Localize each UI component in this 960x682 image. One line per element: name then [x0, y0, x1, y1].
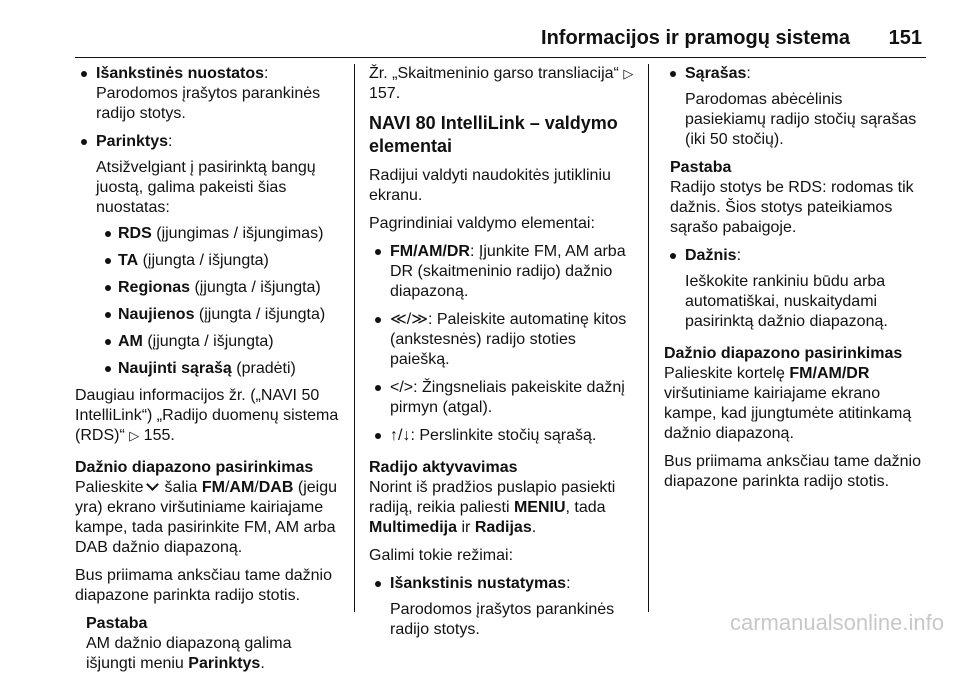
column-left — [75, 64, 345, 682]
option-rds: RDS (įjungimas / išjungimas) — [75, 224, 345, 244]
control-step: </>: Žingsneliais pakeiskite dažnį pirmyn (atgal). — [369, 378, 639, 418]
main-controls-title: Pagrindiniai valdymo elementai: — [369, 215, 595, 232]
xref-dab: Žr. „Skaitmeninio garso transliacija“ ▷ 157. — [369, 65, 634, 102]
control-scroll: ↑/↓: Perslinkite stočių sąrašą. — [369, 426, 639, 446]
section-heading-band-navi80: Dažnio diapazono pasirinkimas — [664, 345, 903, 362]
mode-list: Sąrašas: Parodomas abėcėlinis pasiekiamų radijo stočių sąrašas (iki 50 stočių). — [664, 64, 926, 150]
section-heading-activation: Radijo aktyvavimas — [369, 459, 518, 476]
band-tab-instructions: Palieskite kortelę FM/AM/DR viršutiniame kairiajame ekrano kampe, kad įjungtumėte atitinkamą dažnio diapazoną. — [664, 365, 912, 442]
control-band: FM/AM/DR: Įjunkite FM, AM arba DR (skaitmeninio radijo) dažnio diapazoną. — [369, 242, 639, 302]
section-heading-band: Dažnio diapazono pasirinkimas — [75, 459, 314, 476]
section-title-navi80: NAVI 80 IntelliLink – valdymo elementai — [369, 113, 618, 156]
band-instructions: Palieskite šalia FM/AM/DAB (jeigu yra) ekrano viršutiniame kairiajame kampe, tada pasirinkite FM, AM arba DAB dažnio diapazoną. — [75, 479, 338, 556]
column-divider-1 — [354, 64, 355, 612]
note-am: Pastaba AM dažnio diapazoną galima išjungti meniu Parinktys. — [86, 615, 292, 672]
note-rds: Pastaba Radijo stotys be RDS: rodomas tik dažnis. Šios stotys pateikiamos sąrašo pabaigoje. — [670, 159, 914, 236]
column-middle — [369, 64, 639, 648]
option-update-list: Naujinti sąrašą (pradėti) — [75, 359, 345, 379]
intro-text: Radijui valdyti naudokitės jutikliniu ekranu. — [369, 167, 611, 204]
list-item-presets: Išankstinės nuostatos: Parodomos įrašytos parankinės radijo stotys. — [75, 64, 345, 124]
band-result: Bus priimama anksčiau tame dažnio diapazone parinkta radijo stotis. — [75, 567, 333, 604]
page-ref-icon: ▷ — [129, 428, 140, 443]
option-region: Regionas (įjungta / išjungta) — [75, 278, 345, 298]
control-seek: ≪/≫: Paleiskite automatinę kitos (ankstesnės) radijo stoties paiešką. — [369, 310, 639, 370]
column-divider-2 — [648, 64, 649, 612]
header-divider — [75, 57, 926, 58]
band-tab-result: Bus priimama anksčiau tame dažnio diapazone parinkta radijo stotis. — [664, 453, 922, 490]
activation-text: Norint iš pradžios puslapio pasiekti radiją, reikia paliesti MENIU, tada Multimedija ir Radijas. — [369, 479, 616, 536]
column-right — [664, 64, 926, 500]
more-info-paragraph: Daugiau informacijos žr. („NAVI 50 IntelliLink“) „Radijo duomenų sistema (RDS)“ ▷ 155. — [75, 387, 339, 444]
option-ta: TA (įjungta / išjungta) — [75, 251, 345, 271]
mode-preset: Išankstinis nustatymas: Parodomos įrašytos parankinės radijo stotys. — [369, 574, 639, 640]
list-item-options: Parinktys: Atsižvelgiant į pasirinktą bangų juostą, galima pakeisti šias nuostatas: — [75, 132, 345, 218]
page-number: 151 — [888, 27, 922, 49]
option-news: Naujienos (įjungta / išjungta) — [75, 305, 345, 325]
watermark-logo: carmanualsonline.info — [729, 610, 944, 635]
page-title: Informacijos ir pramogų sistema — [541, 27, 850, 49]
mode-frequency: Dažnis: Ieškokite rankiniu būdu arba automatiškai, nuskaitydami pasirinktą dažnio diapazoną. — [664, 246, 926, 332]
page-header — [0, 0, 960, 60]
modes-title: Galimi tokie režimai: — [369, 547, 514, 564]
chevron-down-icon — [147, 478, 160, 491]
page-ref-icon: ▷ — [623, 66, 634, 81]
option-am: AM (įjungta / išjungta) — [75, 332, 345, 352]
